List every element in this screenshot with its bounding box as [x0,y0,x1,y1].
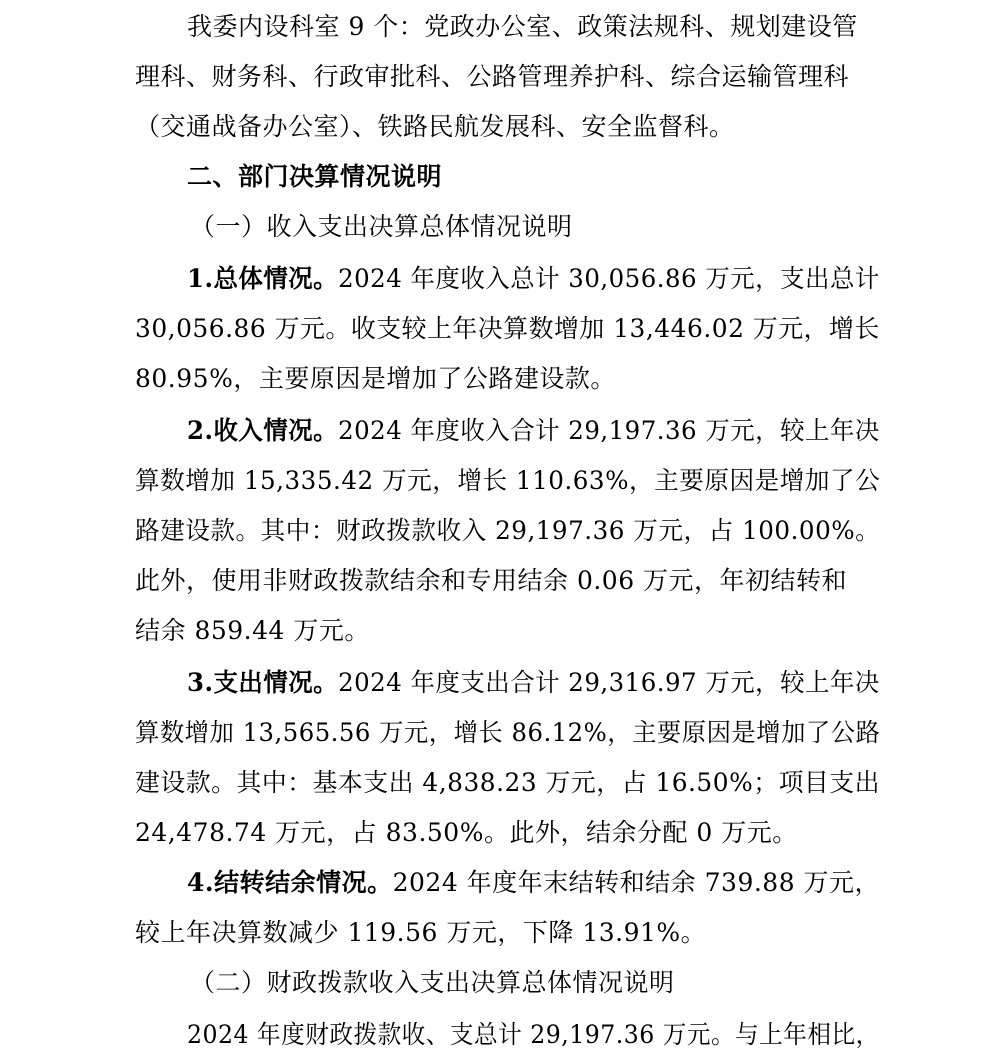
paragraph-line: 建设款。其中：基本支出 4,838.23 万元，占 16.50%；项目支出 [135,768,881,797]
paragraph-line: （交通战备办公室）、铁路民航发展科、安全监督科。 [135,112,735,141]
paragraph-line: 30,056.86 万元。收支较上年决算数增加 13,446.02 万元，增长 [135,314,880,343]
item-heading: 3.支出情况。 [187,668,339,697]
section-heading: 二、部门决算情况说明 [187,162,443,191]
item-heading: 4.结转结余情况。 [187,868,393,897]
subsection-heading: （二）财政拨款收入支出决算总体情况说明 [190,968,675,997]
subsection-heading: （一）收入支出决算总体情况说明 [190,212,573,241]
item-heading: 2.收入情况。 [187,416,339,445]
paragraph-line: 此外，使用非财政拨款结余和专用结余 0.06 万元，年初结转和 [135,566,848,595]
paragraph-line: 24,478.74 万元，占 83.50%。此外，结余分配 0 万元。 [135,818,798,847]
paragraph-line: 算数增加 15,335.42 万元，增长 110.63%，主要原因是增加了公 [135,466,881,495]
paragraph-line: 1.总体情况。2024 年度收入总计 30,056.86 万元，支出总计 [187,264,880,293]
paragraph-line: 算数增加 13,565.56 万元，增长 86.12%，主要原因是增加了公路 [135,718,881,747]
paragraph-line: 2024 年度财政拨款收、支总计 29,197.36 万元。与上年相比， [187,1020,880,1049]
paragraph-line: 我委内设科室 9 个：党政办公室、政策法规科、规划建设管 [187,12,858,41]
paragraph-line: 2.收入情况。2024 年度收入合计 29,197.36 万元，较上年决 [187,416,880,445]
paragraph-line: 3.支出情况。2024 年度支出合计 29,316.97 万元，较上年决 [187,668,880,697]
paragraph-line: 4.结转结余情况。2024 年度年末结转和结余 739.88 万元， [187,868,881,897]
paragraph-line: 理科、财务科、行政审批科、公路管理养护科、综合运输管理科 [135,62,850,91]
paragraph-line: 结余 859.44 万元。 [135,616,370,645]
item-heading: 1.总体情况。 [187,264,339,293]
paragraph-line: 路建设款。其中：财政拨款收入 29,197.36 万元，占 100.00%。 [135,516,881,545]
paragraph-line: 较上年决算数减少 119.56 万元，下降 13.91%。 [135,918,707,947]
paragraph-line: 80.95%，主要原因是增加了公路建设款。 [135,364,616,393]
